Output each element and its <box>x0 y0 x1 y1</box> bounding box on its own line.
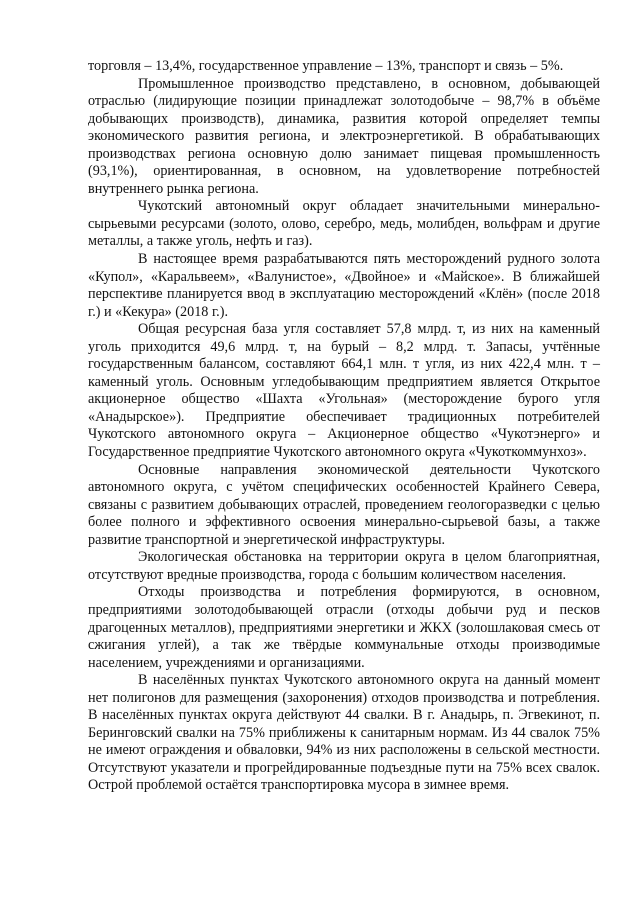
paragraph-landfills: В населённых пунктах Чукотского автономного округа на данный момент нет полигонов для размещения (захоронения) отходов производства и потребления. В населённых пунктах округа действуют 44 свалки. В г. Анадырь, п. Эгвекинот, п. Беринговский свалки на 75% приближены к санитарным нормам. Из 44 свалок 75% не имеют ограждения и обваловки, 94% из них расположены в сельской местности. Отсутствуют указатели и прогрейдированные подъездные пути на 75% всех свалок. Острой проблемой остаётся транспортировка мусора в зимнее время. <box>88 672 600 794</box>
paragraph-ecology: Экологическая обстановка на территории округа в целом благоприятная, отсутствуют вредные производства, города с большим количеством населения. <box>88 549 600 583</box>
paragraph-economic-directions: Основные направления экономической деятельности Чукотского автономного округа, с учётом специфических особенностей Крайнего Севера, связаны с развитием добывающих отраслей, проведением геологоразведки с целью более полного и эффективного освоения минерально-сырьевой базы, а также развитие транспортной и энергетической инфраструктуры. <box>88 461 600 548</box>
paragraph-trade-continuation: торговля – 13,4%, государственное управление – 13%, транспорт и связь – 5%. <box>88 58 564 74</box>
paragraph-mineral-resources: Чукотский автономный округ обладает значительными минерально-сырьевыми ресурсами (золото, олово, серебро, медь, молибден, вольфрам и другие металлы, а также уголь, нефть и газ). <box>88 198 600 250</box>
paragraph-gold-deposits: В настоящее время разрабатываются пять месторождений рудного золота «Купол», «Каральвеем», «Валунистое», «Двойное» и «Майское». В ближайшей перспективе планируется ввод в эксплуатацию месторождений «Клён» (после 2018 г.) и «Кекура» (2018 г.). <box>88 251 600 320</box>
paragraph-waste-formation: Отходы производства и потребления формируются, в основном, предприятиями золотодобывающей отрасли (отходы добычи руд и песков драгоценных металлов), предприятиями энергетики и ЖКХ (золошлаковая смесь от сжигания углей), а так же твёрдые коммунальные отходы производимые населением, учреждениями и организациями. <box>88 584 600 671</box>
paragraph-industrial-production: Промышленное производство представлено, в основном, добывающей отраслью (лидирующие позиции принадлежат золотодобыче – 98,7% в объёме добывающих производств), динамика, развития которой определяет темпы экономического развития региона, и электроэнергетикой. В обрабатывающих производствах региона основную долю занимает пищевая промышленность (93,1%), ориентированная, в основном, на удовлетворение потребностей внутреннего рынка региона. <box>88 75 600 197</box>
document-page <box>88 58 600 795</box>
paragraph-coal-resources: Общая ресурсная база угля составляет 57,8 млрд. т, из них на каменный уголь приходится 49,6 млрд. т, на бурый – 8,2 млрд. т. Запасы, учтённые государственным балансом, составляют 664,1 млн. т угля, из них 422,4 млн. т – каменный уголь. Основным угледобывающим предприятием является Открытое акционерное общество «Шахта «Угольная» (месторождение бурого угля «Анадырское»). Предприятие обеспечивает традиционных потребителей Чукотского автономного округа – Акционерное общество «Чукотэнерго» и Государственное предприятие Чукотского автономного округа «Чукоткоммунхоз». <box>88 321 600 461</box>
